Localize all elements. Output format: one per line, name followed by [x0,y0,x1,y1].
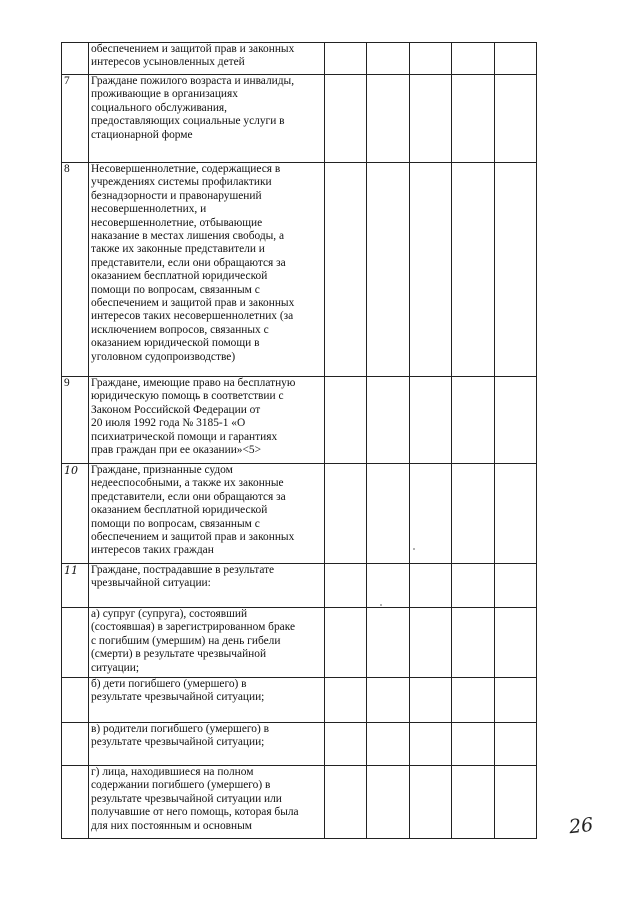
category-description [89,564,325,608]
empty-value-cell [410,75,452,163]
table-row [62,564,537,608]
empty-value-cell [452,564,495,608]
description-line: стационарной форме [91,128,193,141]
empty-value-cell [325,75,367,163]
description-line: интересов таких граждан [91,544,214,557]
description-line: (состоявшая) в зарегистрированном браке [91,621,296,634]
empty-value-cell [410,608,452,678]
description-line: получавшие от него помощь, которая была [91,806,299,819]
description-line: оказанием бесплатной юридической [91,504,268,517]
empty-value-cell [495,766,537,839]
empty-value-cell [495,43,537,75]
description-line: представители, если они обращаются за [91,490,286,503]
empty-value-cell [452,43,495,75]
empty-value-cell [325,464,367,564]
description-line: 20 июля 1992 года № 3185-1 «О [91,417,246,430]
empty-value-cell [495,464,537,564]
description-line: оказанием юридической помощи в [91,337,260,350]
description-line: обеспечением и защитой прав и законных [91,531,295,544]
description-line: обеспечением и защитой прав и законных [91,297,295,310]
empty-value-cell [367,377,410,464]
empty-value-cell [495,723,537,766]
empty-value-cell [325,608,367,678]
scan-speck [413,548,415,550]
description-line: учреждениях системы профилактики [91,176,272,189]
table-row [62,608,537,678]
description-line: прав граждан при ее оказании»<5> [91,444,262,457]
category-description [89,723,325,766]
empty-value-cell [410,377,452,464]
category-description [89,608,325,678]
empty-value-cell [367,608,410,678]
description-line: результате чрезвычайной ситуации; [91,736,265,749]
empty-value-cell [452,608,495,678]
empty-value-cell [410,766,452,839]
empty-value-cell [367,464,410,564]
empty-value-cell [495,608,537,678]
empty-value-cell [367,163,410,377]
table-row [62,163,537,377]
empty-value-cell [325,377,367,464]
empty-value-cell [452,163,495,377]
table-row [62,43,537,75]
empty-value-cell [325,723,367,766]
empty-value-cell [325,43,367,75]
description-line: предоставляющих социальные услуги в [91,115,285,128]
empty-value-cell [410,43,452,75]
category-description [89,163,325,377]
empty-value-cell [325,163,367,377]
empty-value-cell [410,723,452,766]
description-line: для них постоянным и основным [91,819,252,832]
empty-value-cell [367,723,410,766]
table-row [62,75,537,163]
scan-speck [380,604,382,606]
description-line: а) супруг (супруга), состоявший [91,608,248,620]
description-line: уголовном судопроизводстве) [91,350,236,363]
empty-value-cell [410,678,452,723]
description-line: интересов таких несовершеннолетних (за [91,310,294,323]
description-line: ситуации; [91,661,140,674]
description-line: результате чрезвычайной ситуации или [91,792,282,805]
description-line: недееспособными, а также их законные [91,477,284,490]
description-line: в) родители погибшего (умершего) в [91,723,269,735]
description-line: социального обслуживания, [91,101,228,114]
description-line: б) дети погибшего (умершего) в [91,678,247,690]
description-line: оказанием бесплатной юридической [91,270,268,283]
description-line: безнадзорности и правонарушений [91,189,262,202]
description-line: Граждане пожилого возраста и инвалиды, [91,75,295,87]
table-row [62,377,537,464]
empty-value-cell [410,564,452,608]
description-line: результате чрезвычайной ситуации; [91,691,265,704]
empty-value-cell [452,464,495,564]
row-number [62,678,89,723]
description-line: исключением вопросов, связанных с [91,323,269,336]
empty-value-cell [495,75,537,163]
table-row [62,464,537,564]
description-line: (смерти) в результате чрезвычайной [91,648,267,661]
row-number: 11 [62,564,89,608]
description-line: Граждане, пострадавшие в результате [91,564,275,576]
category-description [89,75,325,163]
empty-value-cell [367,75,410,163]
description-line: психиатрической помощи и гарантиях [91,430,278,443]
category-description [89,43,325,75]
category-description [89,766,325,839]
empty-value-cell [367,766,410,839]
description-line: с погибшим (умершим) на день гибели [91,634,281,647]
table-row [62,766,537,839]
row-number [62,766,89,839]
empty-value-cell [325,564,367,608]
row-number: 8 [62,163,89,377]
description-line: Граждане, признанные судом [91,464,233,476]
table-row [62,723,537,766]
empty-value-cell [495,163,537,377]
empty-value-cell [452,766,495,839]
description-line: чрезвычайной ситуации: [91,577,211,590]
empty-value-cell [452,75,495,163]
beneficiary-categories-table [61,42,537,839]
description-line: несовершеннолетних, и [91,203,207,216]
category-description [89,464,325,564]
handwritten-page-number: 26 [567,813,595,839]
empty-value-cell [495,564,537,608]
empty-value-cell [410,163,452,377]
empty-value-cell [495,377,537,464]
description-line: несовершеннолетние, отбывающие [91,216,263,229]
empty-value-cell [367,564,410,608]
description-line: представители, если они обращаются за [91,256,286,269]
description-line: интересов усыновленных детей [91,56,245,69]
description-line: проживающие в организациях [91,88,238,101]
empty-value-cell [325,766,367,839]
description-line: также их законные представители и [91,243,265,256]
row-number: 10 [62,464,89,564]
description-line: Законом Российской Федерации от [91,403,261,416]
description-line: юридическую помощь в соответствии с [91,390,284,403]
row-number [62,608,89,678]
description-line: помощи по вопросам, связанным с [91,517,260,530]
row-number [62,723,89,766]
description-line: Граждане, имеющие право на бесплатную [91,377,296,389]
empty-value-cell [410,464,452,564]
row-number: 7 [62,75,89,163]
empty-value-cell [452,723,495,766]
category-description [89,377,325,464]
empty-value-cell [367,43,410,75]
description-line: г) лица, находившиеся на полном [91,766,254,778]
description-line: Несовершеннолетние, содержащиеся в [91,163,281,175]
empty-value-cell [452,377,495,464]
description-line: обеспечением и защитой прав и законных [91,43,295,55]
table-row [62,678,537,723]
description-line: содержании погибшего (умершего) в [91,779,271,792]
row-number [62,43,89,75]
empty-value-cell [495,678,537,723]
description-line: помощи по вопросам, связанным с [91,283,260,296]
category-description [89,678,325,723]
description-line: наказание в местах лишения свободы, а [91,230,285,243]
empty-value-cell [367,678,410,723]
empty-value-cell [452,678,495,723]
row-number: 9 [62,377,89,464]
empty-value-cell [325,678,367,723]
